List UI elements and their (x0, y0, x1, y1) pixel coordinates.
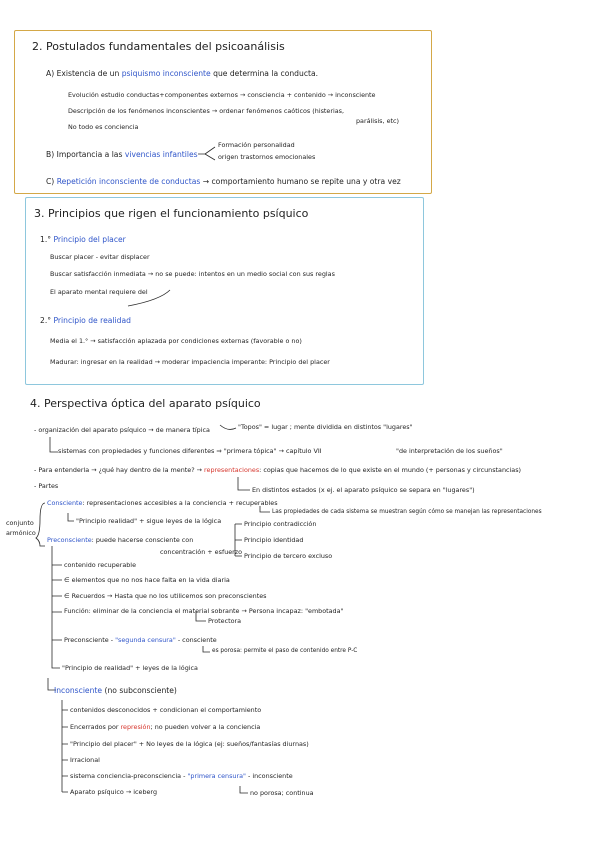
repression-post: ; no pueden volver a la conciencia (150, 723, 261, 731)
unconscious-item-4: Irracional (70, 756, 100, 764)
first-censorship-key: "primera censura" (187, 772, 246, 780)
preconscious-text-2: concentración + esfuerzo (160, 548, 243, 556)
postulate-a-label: A) (46, 69, 55, 78)
postulate-a-key: psiquismo inconsciente (121, 69, 211, 78)
parts-line: - Partes (34, 482, 59, 490)
evidence-line-2: Descripción de los fenómenos inconscientes → ordenar fenómenos caóticos (histerias, (68, 107, 345, 115)
principle-2-heading (40, 317, 131, 325)
postulate-b (46, 151, 198, 159)
unconscious-text: (no subconsciente) (104, 686, 177, 695)
conscious-text: : representaciones accesibles a la conciencia + recuperables (82, 499, 278, 507)
postulate-c-label: C) (46, 177, 55, 186)
preconscious-item-4: Función: eliminar de la conciencia el material sobrante → Persona incapaz: "embotada" (64, 607, 344, 615)
representations-key: representaciones (204, 466, 260, 474)
unconscious-item-6: Aparato psíquico → iceberg (70, 788, 158, 796)
first-censorship-post: - inconsciente (248, 772, 293, 780)
postulate-b-key: vivencias infantiles (124, 150, 198, 159)
conscious-right-note: Las propiedades de cada sistema se muestran según cómo se manejan las representaciones (272, 509, 542, 515)
evidence-line-1: Evolución estudio conductas+componentes externos → consciencia + contenido → inconsciente (68, 91, 376, 99)
evidence-line-2b: parálisis, etc) (356, 117, 400, 125)
conscious-line (47, 500, 278, 506)
logic-principle-3: Principio de tercero excluso (244, 552, 333, 560)
unconscious-item-2 (70, 724, 260, 730)
repression-pre: Encerrados por (70, 723, 119, 731)
evidence-line-3: No todo es conciencia (68, 123, 139, 131)
systems-line: sistemas con propiedades y funciones diferentes ⇒ "primera tópica" → capítulo VII (58, 447, 322, 455)
unconscious-item-1: contenidos desconocidos + condicionan el comportamiento (70, 706, 262, 714)
repression-key: represión (120, 723, 151, 731)
representations-line (34, 467, 521, 473)
postulate-b-label: B) (46, 150, 55, 159)
side-label-2: armónico (6, 529, 36, 537)
postulate-c-key: Repetición inconsciente de conductas (56, 177, 201, 186)
preconscious-item-5 (64, 637, 217, 643)
principle-1-heading (40, 236, 126, 244)
principle-2-name: Principio de realidad (53, 316, 131, 325)
postulate-b-pre: Importancia a las (56, 150, 123, 159)
second-censorship-pre: Preconsciente - (64, 636, 114, 644)
org-line: - organización del aparato psíquico → de manera típica (34, 426, 210, 434)
conscious-sub: "Principio realidad" + sigue leyes de la lógica (76, 517, 222, 525)
postulate-b-branch-1: Formación personalidad (218, 141, 295, 149)
unconscious-line (54, 687, 177, 695)
preconscious-item-1: contenido recuperable (64, 561, 137, 569)
topos-line: "Topos" = lugar ; mente dividida en distintos "lugares" (238, 423, 413, 431)
postulate-b-branch-2: origen trastornos emocionales (218, 153, 316, 161)
second-censorship-post: - consciente (177, 636, 217, 644)
principle-1-line-1: Buscar placer - evitar displacer (50, 253, 150, 261)
principle-1-name: Principio del placer (53, 235, 126, 244)
unconscious-key: Inconsciente (54, 686, 103, 695)
postulate-a-post: que determina la conducta. (213, 69, 319, 78)
preconscious-item-3: ∈ Recuerdos → Hasta que no los utilicemos son preconscientes (64, 592, 267, 600)
unconscious-item-5 (70, 773, 293, 779)
principle-1-line-2: Buscar satisfacción inmediata → no se puede: intentos en un medio social con sus reglas (50, 270, 335, 278)
conscious-key: Consciente (47, 499, 83, 507)
principle-2-line-1: Media el 1.° → satisfacción aplazada por condiciones externas (favorable o no) (50, 337, 302, 345)
second-censorship-key: "segunda censura" (115, 636, 176, 644)
preconscious-item-4b: Protectora (208, 617, 242, 625)
preconscious-item-6: "Principio de realidad" + leyes de la lógica (62, 664, 198, 672)
principle-2-line-2: Madurar: ingresar en la realidad → moderar impaciencia imperante: Principio del placer (50, 358, 330, 366)
preconscious-text: : puede hacerse consciente con (91, 536, 194, 544)
side-label-1: conjunto (6, 519, 34, 527)
logic-principle-1: Principio contradicción (244, 520, 317, 528)
postulate-a-pre: Existencia de un (56, 69, 120, 78)
principle-1-line-3: El aparato mental requiere del (50, 288, 148, 296)
principle-1-number: 1.° (40, 235, 52, 244)
systems-line-b: "de interpretación de los sueños" (396, 447, 503, 455)
preconscious-item-2: ∈ elementos que no nos hace falta en la vida diaria (64, 576, 230, 584)
preconscious-line (47, 537, 193, 543)
unconscious-item-6b: no porosa; continua (250, 789, 314, 797)
logic-principle-2: Principio identidad (244, 536, 304, 544)
states-line: En distintos estados (x ej. el aparato psíquico se separa en "lugares") (252, 486, 475, 494)
preconscious-key: Preconsciente (47, 536, 92, 544)
section-3-title: 3. Principios que rigen el funcionamiento psíquico (34, 207, 309, 220)
unconscious-item-3: "Principio del placer" + No leyes de la lógica (ej: sueños/fantasías diurnas) (70, 740, 309, 748)
preconscious-item-5b: es porosa: permite el paso de contenido entre P-C (212, 648, 358, 654)
postulate-a (46, 70, 318, 78)
representations-pre: - Para entenderla → ¿qué hay dentro de la mente? → (34, 466, 202, 474)
postulate-c-post: → comportamiento humano se repite una y otra vez (202, 177, 401, 186)
principle-2-number: 2.° (40, 316, 52, 325)
section-4-title: 4. Perspectiva óptica del aparato psíquico (30, 397, 261, 410)
postulate-c (46, 178, 401, 186)
representations-post: : copias que hacemos de lo que existe en el mundo (+ personas y circunstancias) (259, 466, 522, 474)
first-censorship-pre: sistema conciencia-preconsciencia - (70, 772, 186, 780)
section-2-title: 2. Postulados fundamentales del psicoanálisis (32, 40, 285, 53)
